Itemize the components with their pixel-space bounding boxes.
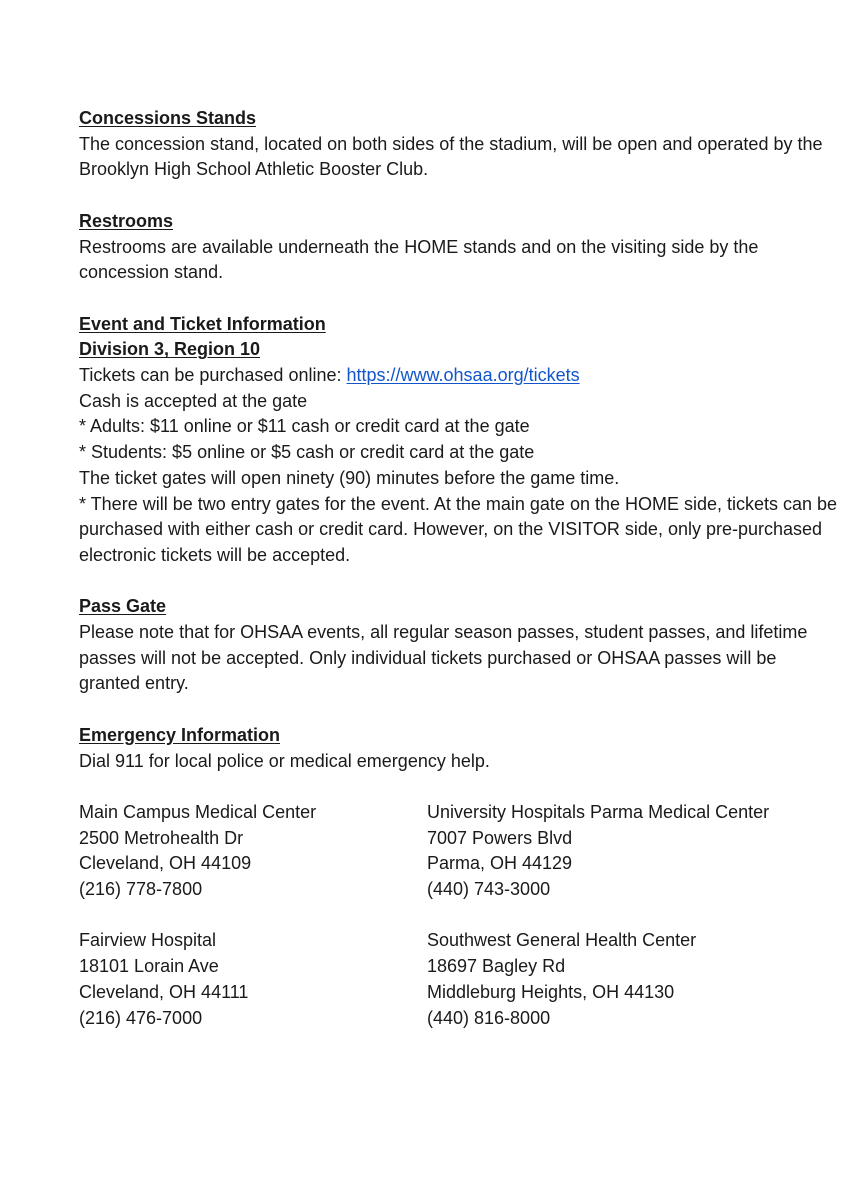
restrooms-heading: Restrooms xyxy=(79,210,174,231)
facility-phone: (216) 778-7800 xyxy=(79,879,203,900)
facility-phone: (216) 476-7000 xyxy=(79,1007,203,1028)
facility-phone: (440) 816-8000 xyxy=(427,1007,551,1028)
event-ticket-section xyxy=(79,312,839,569)
pass-gate-section xyxy=(79,594,839,697)
pass-gate-heading: Pass Gate xyxy=(79,596,167,617)
concessions-section xyxy=(79,106,839,183)
document-page xyxy=(79,106,839,1031)
facility-name: Southwest General Health Center xyxy=(427,930,697,951)
concessions-body: The concession stand, located on both sides of the stadium, will be open and operated by the Brooklyn High School Athletic Booster Club. xyxy=(79,133,823,180)
facility-name: University Hospitals Parma Medical Center xyxy=(427,801,770,822)
emergency-heading: Emergency Information xyxy=(79,724,281,745)
facility-card xyxy=(427,800,847,903)
facility-phone: (440) 743-3000 xyxy=(427,879,551,900)
facility-street: 2500 Metrohealth Dr xyxy=(79,827,244,848)
tickets-online-text: Tickets can be purchased online: xyxy=(79,365,347,385)
pass-gate-body: Please note that for OHSAA events, all regular season passes, student passes, and lifetime passes will not be accepted. Only individual tickets purchased or OHSAA passes will be granted entry. xyxy=(79,622,808,694)
facility-city: Cleveland, OH 44109 xyxy=(79,853,252,874)
facility-street: 7007 Powers Blvd xyxy=(427,827,573,848)
entry-gates-note: * There will be two entry gates for the event. At the main gate on the HOME side, tickets can be purchased with either cash or credit card. However, on the VISITOR side, only pre-purchased electronic tickets will be accepted. xyxy=(79,493,838,565)
facility-street: 18101 Lorain Ave xyxy=(79,956,219,977)
medical-facilities-grid xyxy=(79,800,839,1031)
facility-city: Parma, OH 44129 xyxy=(427,853,573,874)
students-price-line: * Students: $5 online or $5 cash or credit card at the gate xyxy=(79,442,535,463)
facility-street: 18697 Bagley Rd xyxy=(427,956,566,977)
emergency-body: Dial 911 for local police or medical emergency help. xyxy=(79,750,490,771)
adults-price-line: * Adults: $11 online or $11 cash or credit card at the gate xyxy=(79,416,530,437)
cash-line: Cash is accepted at the gate xyxy=(79,390,308,411)
facility-city: Middleburg Heights, OH 44130 xyxy=(427,981,675,1002)
facility-name: Fairview Hospital xyxy=(79,930,217,951)
event-heading: Event and Ticket Information xyxy=(79,313,326,334)
facility-city: Cleveland, OH 44111 xyxy=(79,981,249,1002)
facility-card xyxy=(79,800,427,903)
facility-name: Main Campus Medical Center xyxy=(79,801,317,822)
facility-card xyxy=(427,928,847,1031)
facility-card xyxy=(79,928,427,1031)
tickets-link[interactable]: https://www.ohsaa.org/tickets xyxy=(346,365,580,385)
restrooms-section xyxy=(79,209,839,286)
gates-open-line: The ticket gates will open ninety (90) minutes before the game time. xyxy=(79,467,620,488)
emergency-section xyxy=(79,723,839,1031)
concessions-heading: Concessions Stands xyxy=(79,108,257,128)
tickets-online-line xyxy=(79,363,839,389)
division-subheading: Division 3, Region 10 xyxy=(79,339,261,360)
restrooms-body: Restrooms are available underneath the HOME stands and on the visiting side by the concession stand. xyxy=(79,236,759,283)
